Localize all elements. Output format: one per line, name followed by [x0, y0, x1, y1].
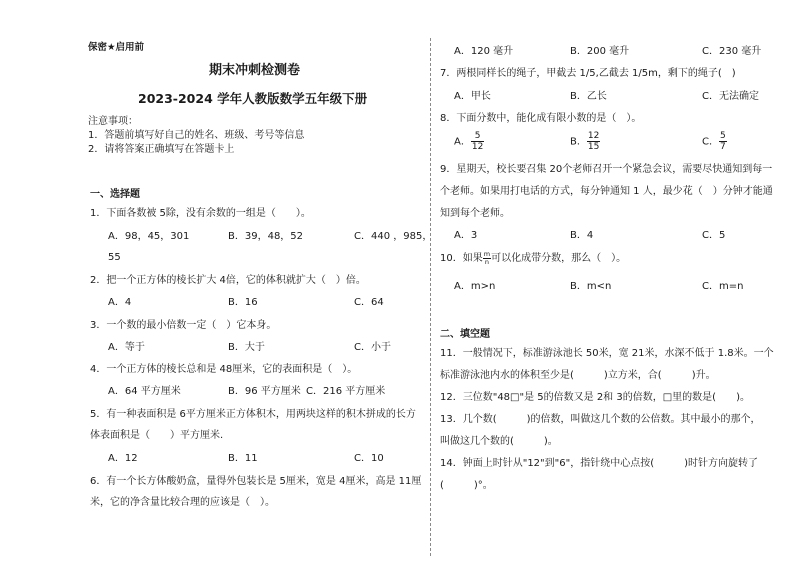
- q10-option-a: A．m>n: [454, 281, 496, 292]
- question-13-stem-cont: 叫做这几个数的( )。: [440, 436, 558, 447]
- q8-option-b: B． $\frac{12}{15}$: [570, 131, 600, 152]
- q4-option-c: C．216 平方厘米: [306, 386, 386, 397]
- question-9-stem-cont: 个老师。如果用打电话的方式，每分钟通知 1 人，最少花（ ）分钟才能通: [440, 186, 773, 197]
- q5-option-b: B．11: [228, 453, 258, 464]
- q1-option-c-continued: 55: [108, 252, 121, 263]
- question-12-stem: 12．三位数"48□"是 5的倍数又是 2和 3的倍数，□里的数是( )。: [440, 392, 750, 403]
- section-heading-fill: 二、填空题: [440, 329, 490, 340]
- q8-option-a: A． $\frac{5}{12}$: [454, 131, 484, 152]
- question-7-stem: 7．两根同样长的绳子，甲截去 1/5,乙截去 1/5m，剩下的绳子( ): [440, 68, 736, 79]
- q4-option-a: A．64 平方厘米: [108, 386, 181, 397]
- question-14-stem-cont: ( )°。: [440, 480, 493, 491]
- q6-option-b: B．200 毫升: [570, 46, 630, 57]
- q3-option-b: B．大于: [228, 342, 265, 353]
- q1-option-c: C．440 ，985，: [354, 231, 433, 242]
- question-3-stem: 3．一个数的最小倍数一定（ ）它本身。: [90, 320, 277, 331]
- notes-heading: 注意事项：: [88, 116, 138, 127]
- exam-subtitle: 2023-2024 学年人教版数学五年级下册: [138, 91, 368, 106]
- exam-title: 期末冲刺检测卷: [209, 63, 301, 78]
- question-1-stem: 1．下面各数被 5除，没有余数的一组是（ ）。: [90, 208, 311, 219]
- question-2-stem: 2．把一个正方体的棱长扩大 4倍，它的体积就扩大（ ）倍。: [90, 275, 366, 286]
- question-9-stem: 9．星期天，校长要召集 20个老师召开一个紧急会议，需要尽快通知到每一: [440, 164, 773, 175]
- q6-option-c: C．230 毫升: [702, 46, 762, 57]
- q5-option-c: C．10: [354, 453, 384, 464]
- question-11-stem: 11．一般情况下，标准游泳池长 50米，宽 21米，水深不低于 1.8米。一个: [440, 348, 774, 359]
- fraction: $\frac{5}{12}$: [471, 131, 484, 152]
- question-4-stem: 4．一个正方体的棱长总和是 48厘米，它的表面积是（ ）。: [90, 364, 358, 375]
- column-divider: [430, 38, 431, 556]
- question-5-stem-cont: 体表面积是（ ）平方厘米.: [90, 430, 224, 441]
- q1-option-b: B．39，48，52: [228, 231, 304, 242]
- q4-option-b: B．96 平方厘米: [228, 386, 301, 397]
- q7-option-c: C．无法确定: [702, 91, 759, 102]
- q2-option-a: A．4: [108, 297, 132, 308]
- question-9-stem-cont2: 知到每个老师。: [440, 208, 510, 219]
- question-14-stem: 14．钟面上时针从"12"到"6"，指针绕中心点按( )时针方向旋转了: [440, 458, 759, 469]
- confidential-label: 保密★启用前: [88, 42, 145, 53]
- question-10-stem: 10．如果 $\frac{m}{n}$ 可以化成带分数，那么（ ）。: [440, 249, 627, 266]
- question-13-stem: 13．几个数( )的倍数，叫做这几个数的公倍数。其中最小的那个，: [440, 414, 761, 425]
- question-6-stem-cont: 米，它的净含量比较合理的应该是（ ）。: [90, 497, 275, 508]
- q6-option-a: A．120 毫升: [454, 46, 514, 57]
- fraction: $\frac{m}{n}$: [483, 249, 491, 266]
- right-column: [440, 0, 774, 561]
- fraction: $\frac{12}{15}$: [587, 131, 600, 152]
- q2-option-c: C．64: [354, 297, 384, 308]
- q2-option-b: B．16: [228, 297, 258, 308]
- q9-option-b: B．4: [570, 230, 594, 241]
- q5-option-a: A．12: [108, 453, 138, 464]
- q9-option-a: A．3: [454, 230, 478, 241]
- q1-option-a: A．98，45，301: [108, 231, 190, 242]
- note-item: 1．答题前填写好自己的姓名、班级、考号等信息: [88, 130, 305, 141]
- note-item: 2．请将答案正确填写在答题卡上: [88, 144, 235, 155]
- question-11-stem-cont: 标准游泳池内水的体积至少是( )立方米，合( )升。: [440, 370, 716, 381]
- q3-option-c: C．小于: [354, 342, 391, 353]
- q7-option-b: B．乙长: [570, 91, 607, 102]
- question-8-stem: 8．下面分数中，能化成有限小数的是（ ）。: [440, 113, 642, 124]
- q10-option-c: C．m=n: [702, 281, 744, 292]
- q3-option-a: A．等于: [108, 342, 145, 353]
- q8-option-c: C． $\frac{5}{7}$: [702, 131, 726, 152]
- left-column: [88, 0, 433, 561]
- q10-option-b: B．m<n: [570, 281, 612, 292]
- question-6-stem: 6．有一个长方体酸奶盒，量得外包装长是 5厘米，宽是 4厘米，高是 11厘: [90, 476, 422, 487]
- fraction: $\frac{5}{7}$: [719, 131, 726, 152]
- section-heading-choice: 一、选择题: [90, 189, 140, 200]
- q9-option-c: C．5: [702, 230, 726, 241]
- q7-option-a: A．甲长: [454, 91, 491, 102]
- question-5-stem: 5．有一种表面积是 6平方厘米正方体积木，用两块这样的积木拼成的长方: [90, 409, 416, 420]
